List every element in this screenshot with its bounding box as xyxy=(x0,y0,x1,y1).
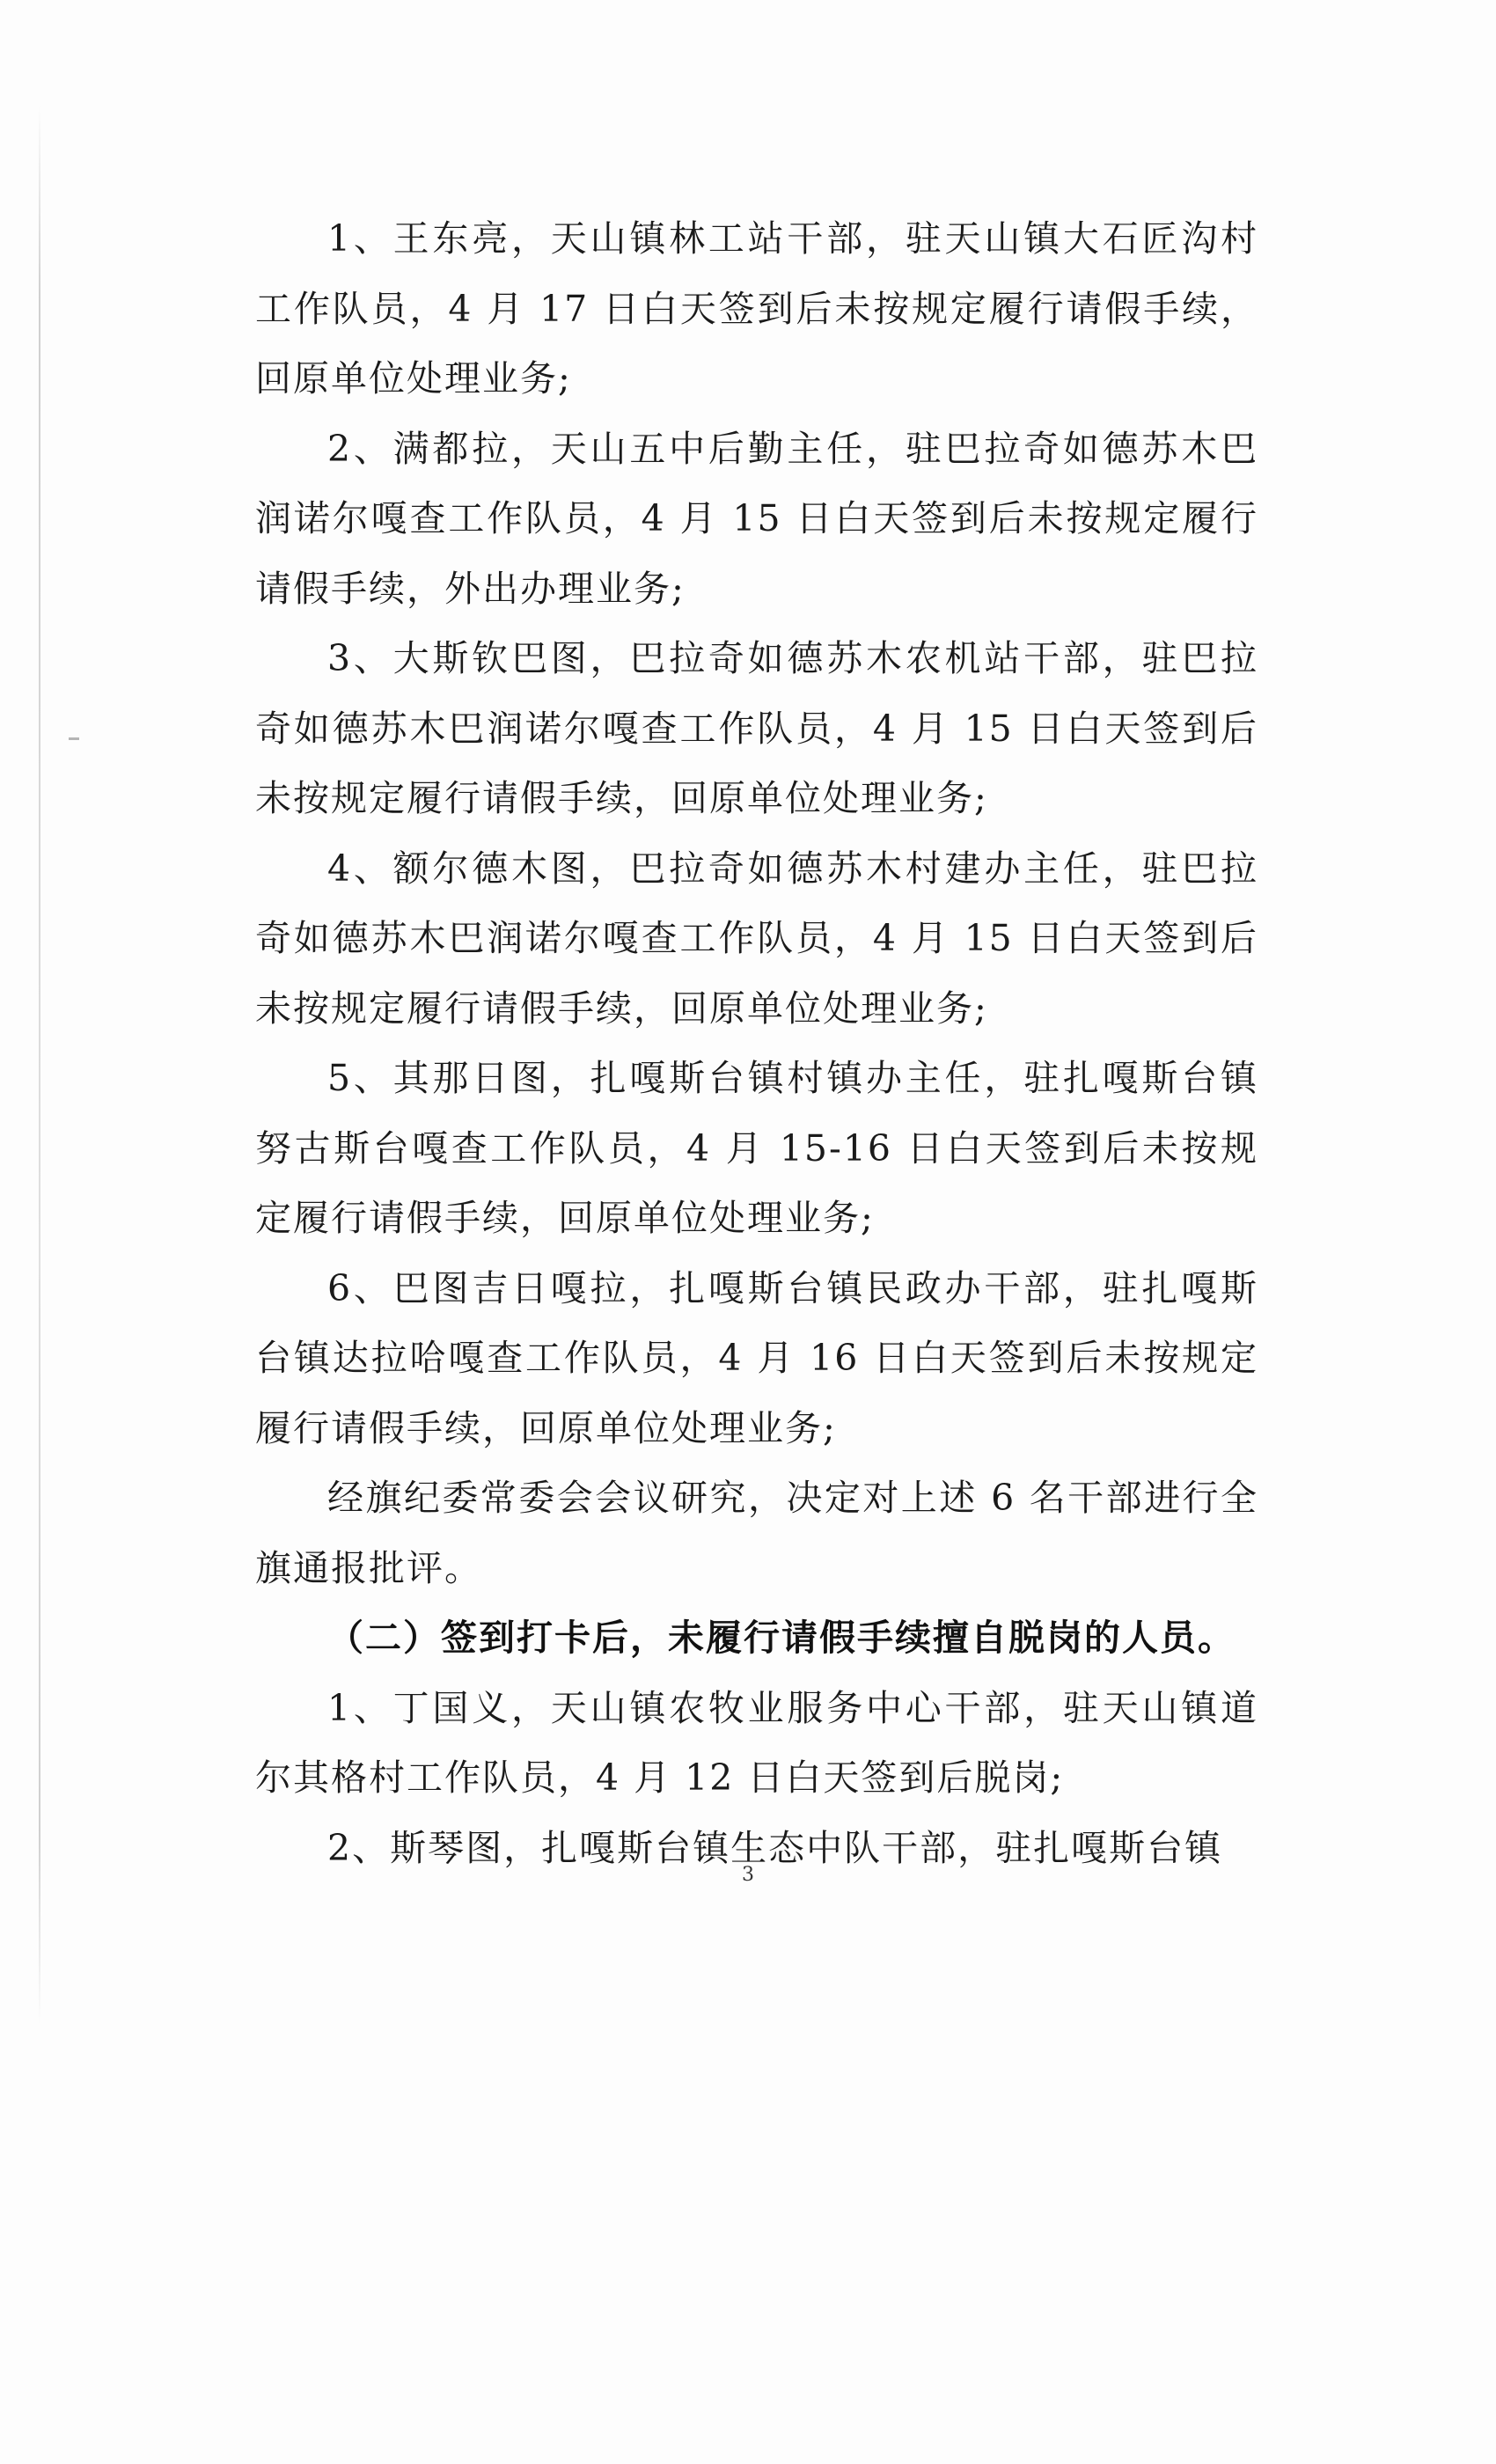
scan-mark xyxy=(69,737,79,740)
paragraph-item-3: 3、大斯钦巴图，巴拉奇如德苏木农机站干部，驻巴拉奇如德苏木巴润诺尔嘎查工作队员，4 月 15 日白天签到后未按规定履行请假手续，回原单位处理业务; xyxy=(255,637,1258,819)
scan-edge-shadow xyxy=(39,106,40,2024)
page-number: 3 xyxy=(742,1864,754,1886)
paragraph-item-second-2: 2、斯琴图，扎嘎斯台镇生态中队干部，驻扎嘎斯台镇 xyxy=(327,1826,1223,1869)
paragraph-item-4: 4、额尔德木图，巴拉奇如德苏木村建办主任，驻巴拉奇如德苏木巴润诺尔嘎查工作队员，4 月 15 日白天签到后未按规定履行请假手续，回原单位处理业务; xyxy=(255,847,1258,1030)
paragraph-item-6: 6、巴图吉日嘎拉，扎嘎斯台镇民政办干部，驻扎嘎斯台镇达拉哈嘎查工作队员，4 月 16 日白天签到后未按规定履行请假手续，回原单位处理业务; xyxy=(255,1266,1258,1449)
section-heading: （二）签到打卡后，未履行请假手续擅自脱岗的人员。 xyxy=(327,1617,1236,1659)
paragraph-item-1: 1、王东亮，天山镇林工站干部，驻天山镇大石匠沟村工作队员，4 月 17 日白天签到后未按规定履行请假手续，回原单位处理业务; xyxy=(255,217,1258,400)
document-body xyxy=(255,204,1258,1883)
paragraph-decision: 经旗纪委常委会会议研究，决定对上述 6 名干部进行全旗通报批评。 xyxy=(255,1477,1258,1589)
paragraph-item-second-1: 1、丁国义，天山镇农牧业服务中心干部，驻天山镇道尔其格村工作队员，4 月 12 日白天签到后脱岗; xyxy=(255,1686,1258,1799)
paragraph-item-5: 5、其那日图，扎嘎斯台镇村镇办主任，驻扎嘎斯台镇努古斯台嘎查工作队员，4 月 15-16 日白天签到后未按规定履行请假手续，回原单位处理业务; xyxy=(255,1057,1258,1239)
paragraph-item-2: 2、满都拉，天山五中后勤主任，驻巴拉奇如德苏木巴润诺尔嘎查工作队员，4 月 15 日白天签到后未按规定履行请假手续，外出办理业务; xyxy=(255,427,1258,610)
